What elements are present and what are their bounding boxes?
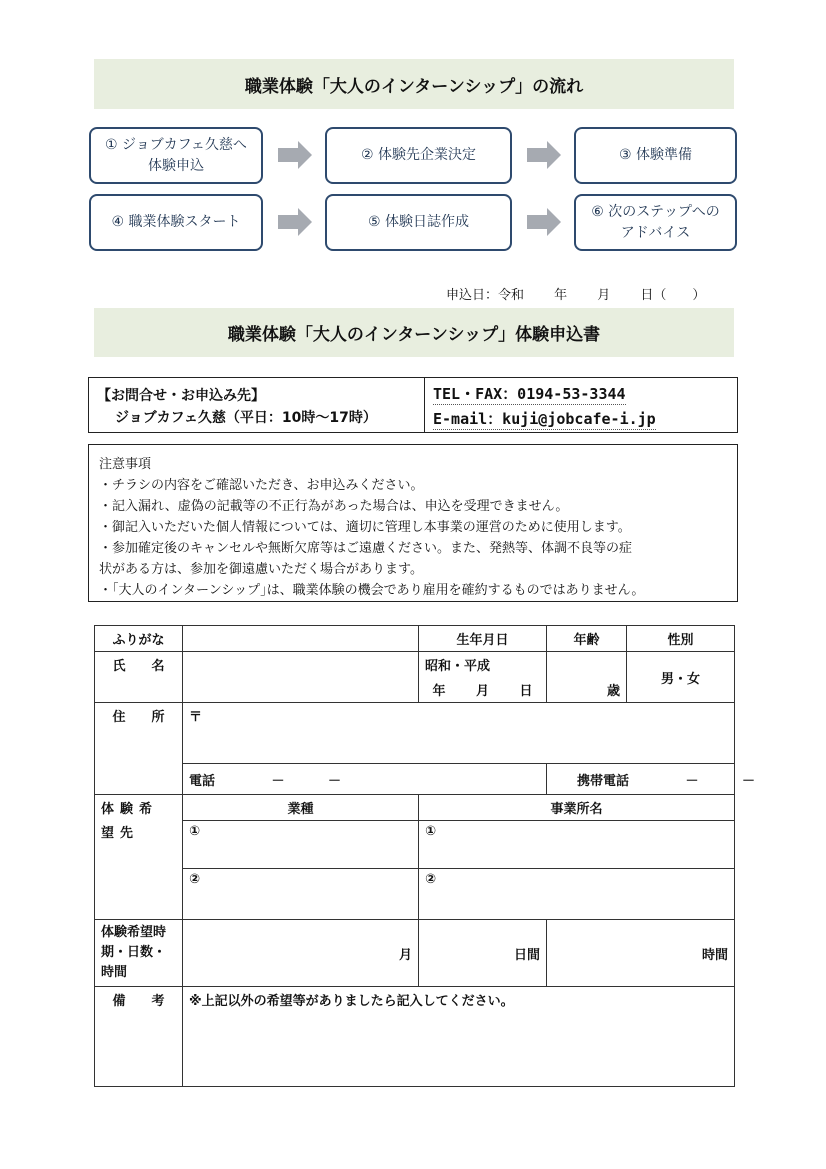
application-title: 職業体験「大人のインターンシップ」体験申込書 — [227, 325, 601, 345]
application-form-table — [94, 625, 756, 1087]
desired-place-label: 体験希望先 — [95, 795, 183, 920]
name-input[interactable] — [183, 652, 419, 703]
age-label: 年齢 — [547, 626, 627, 652]
contact-email: E-mail：kuji@jobcafe-i.jp — [433, 410, 656, 428]
notes-heading: 注意事項 — [99, 457, 152, 472]
industry-2-input[interactable] — [183, 869, 419, 920]
furigana-input[interactable] — [183, 626, 419, 652]
address-label: 住 所 — [95, 703, 183, 795]
notes-item: ・御記入いただいた個人情報については、適切に管理し本事業の運営のために使用します。 — [99, 520, 631, 535]
company-header: 事業所名 — [419, 795, 735, 821]
company-2-input[interactable] — [419, 869, 735, 920]
age-unit: 歳 — [606, 684, 620, 699]
step-6-line2: アドバイス — [620, 224, 691, 241]
step-4 — [89, 194, 263, 251]
step-1-line1: ① ジョブカフェ久慈へ — [105, 136, 247, 153]
industry-1-input[interactable] — [183, 821, 419, 869]
month-unit: 月 — [398, 947, 412, 963]
notes-item: ・参加確定後のキャンセルや無断欠席等はご遠慮ください。また、発熱等、体調不良等の症 — [99, 541, 633, 556]
mark-1: ① — [189, 824, 201, 839]
notes-item: 状がある方は、参加を御遠慮いただく場合があります。 — [99, 562, 423, 577]
notes-item: ・記入漏れ、虚偽の記載等の不正行為があった場合は、申込を受理できません。 — [99, 499, 569, 514]
days-input[interactable] — [419, 920, 547, 987]
mark-2: ② — [425, 872, 437, 887]
step-3-line1: ③ 体験準備 — [618, 147, 692, 163]
industry-header: 業種 — [183, 795, 419, 821]
birthdate-label: 生年月日 — [419, 626, 547, 652]
remarks-note: ※上記以外の希望等がありましたら記入してください。 — [189, 994, 514, 1009]
notes-item: ・｢大人のインターンシップ｣は、職業体験の機会であり雇用を確約するものではありません。 — [99, 583, 645, 598]
remarks-label: 備 考 — [95, 987, 183, 1087]
mobile-input[interactable] — [547, 764, 756, 795]
step-1-line2: 体験申込 — [147, 157, 204, 174]
furigana-label: ふりがな — [95, 626, 183, 652]
contact-box — [88, 377, 738, 433]
step-5 — [325, 194, 512, 251]
arrow-right-icon — [527, 208, 561, 236]
days-unit: 日間 — [513, 947, 540, 963]
contact-right — [425, 378, 739, 432]
birthdate-ymd: 年 月 日 — [432, 684, 533, 699]
birthdate-input[interactable] — [419, 652, 547, 703]
step-3 — [574, 127, 737, 184]
step-6-line1: ⑥ 次のステップへの — [591, 203, 720, 220]
age-input[interactable] — [547, 652, 627, 703]
phone-input[interactable] — [183, 764, 547, 795]
arrow-right-icon — [527, 141, 561, 169]
gender-label: 性別 — [627, 626, 735, 652]
notes-box — [88, 444, 738, 602]
contact-left — [89, 378, 425, 432]
remarks-input[interactable] — [183, 987, 735, 1087]
era-options: 昭和・平成 — [425, 659, 491, 674]
month-input[interactable] — [183, 920, 419, 987]
flow-title: 職業体験「大人のインターンシップ」の流れ — [244, 76, 584, 97]
step-2-line1: ② 体験先企業決定 — [360, 147, 476, 163]
address-input[interactable] — [183, 703, 735, 764]
mobile-label: 携帯電話 － － — [577, 773, 756, 789]
step-4-line1: ④ 職業体験スタート — [111, 214, 241, 230]
arrow-right-icon — [278, 141, 312, 169]
name-label: 氏 名 — [95, 652, 183, 703]
arrow-right-icon — [278, 208, 312, 236]
application-date: 申込日：令和 年 月 日（ ） — [446, 288, 706, 303]
application-title-banner — [94, 308, 734, 357]
flow-title-banner — [94, 59, 734, 109]
contact-office: ジョブカフェ久慈（平日：10時～17時） — [115, 410, 377, 426]
step-2 — [325, 127, 512, 184]
step-5-line1: ⑤ 体験日誌作成 — [367, 214, 469, 230]
postal-mark: 〒 — [189, 710, 203, 725]
gender-input[interactable] — [627, 652, 735, 703]
step-1 — [89, 127, 263, 184]
hours-input[interactable] — [547, 920, 735, 987]
step-6 — [574, 194, 737, 251]
hours-unit: 時間 — [701, 947, 728, 963]
notes-item: ・チラシの内容をご確認いただき、お申込みください。 — [99, 478, 424, 493]
gender-options: 男・女 — [660, 671, 700, 687]
phone-label: 電話 － － — [189, 773, 342, 789]
contact-heading: 【お問合せ・お申込み先】 — [97, 388, 265, 404]
contact-tel: TEL・FAX：0194-53-3344 — [433, 385, 626, 403]
mark-2: ② — [189, 872, 201, 887]
mark-1: ① — [425, 824, 437, 839]
company-1-input[interactable] — [419, 821, 735, 869]
desired-period-label: 体験希望時期・日数・時間 — [95, 920, 183, 987]
